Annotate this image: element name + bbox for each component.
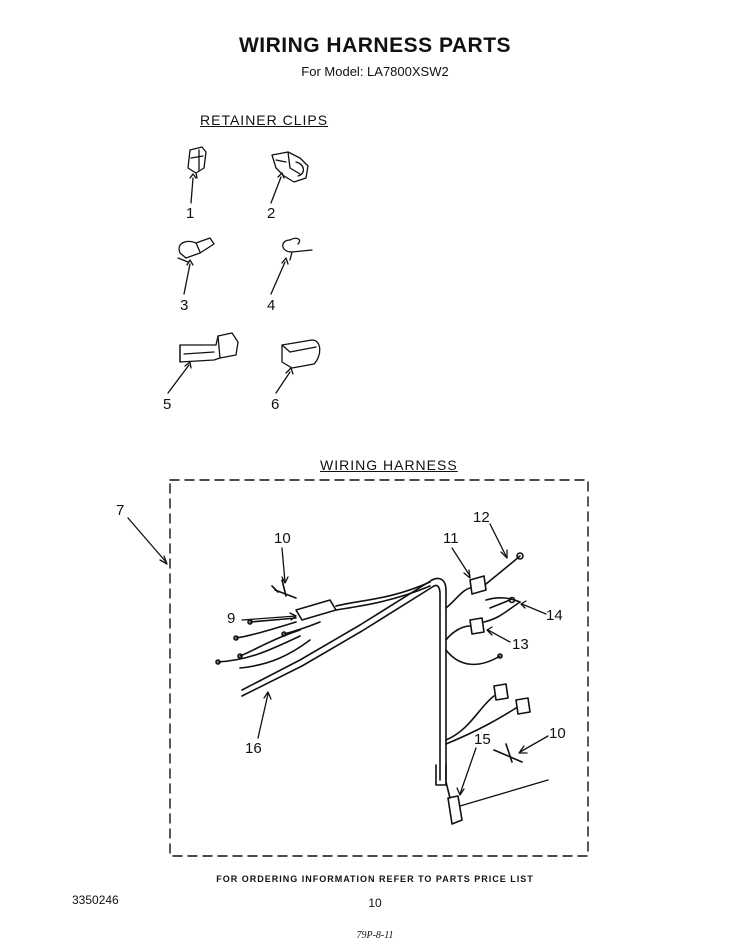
callout-9: 9 (227, 610, 236, 627)
retainer-clip-1-icon (188, 147, 206, 178)
callout-13: 13 (512, 636, 529, 653)
document-number: 3350246 (72, 893, 119, 907)
callout-4: 4 (267, 297, 276, 314)
callout-12: 12 (473, 509, 490, 526)
callout-16: 16 (245, 740, 262, 757)
date-stamp: 79P-8-11 (356, 930, 394, 941)
model-subtitle: For Model: LA7800XSW2 (301, 64, 449, 79)
callout-5: 5 (163, 396, 172, 413)
retainer-clips-heading: RETAINER CLIPS (200, 112, 329, 128)
page-number: 10 (368, 896, 382, 910)
retainer-clip-6-icon (282, 340, 320, 368)
callout-10-bottom: 10 (549, 725, 566, 742)
callout-11: 11 (443, 530, 459, 547)
callout-15: 15 (474, 731, 491, 748)
callout-6: 6 (271, 396, 280, 413)
callout-3: 3 (180, 297, 189, 314)
page-title: WIRING HARNESS PARTS (238, 34, 512, 57)
callout-14: 14 (546, 607, 563, 624)
ordering-note: FOR ORDERING INFORMATION REFER TO PARTS PRICE LIST (216, 874, 534, 884)
retainer-clip-3-icon (178, 238, 214, 262)
retainer-clip-4-icon (283, 238, 312, 260)
wiring-harness-heading: WIRING HARNESS (320, 457, 458, 473)
callout-7: 7 (116, 502, 125, 519)
callout-2: 2 (267, 205, 276, 222)
retainer-clip-2-icon (272, 152, 308, 182)
callout-1: 1 (186, 205, 195, 222)
wiring-harness-icon (216, 553, 530, 824)
retainer-clip-5-icon (180, 333, 238, 362)
callout-10-top: 10 (274, 530, 291, 547)
